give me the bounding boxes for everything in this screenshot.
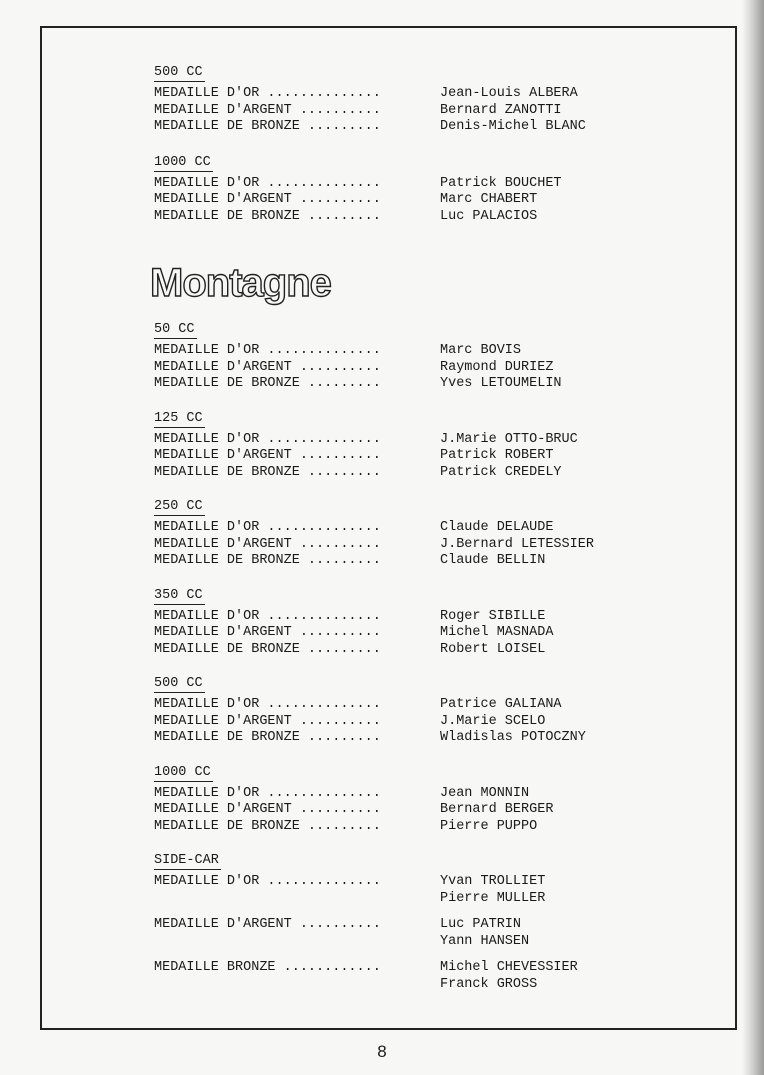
medal-label: MEDAILLE D'OR .............. <box>154 175 381 191</box>
medal-label: MEDAILLE DE BRONZE ......... <box>154 730 381 745</box>
category-heading: 350 CC <box>154 587 203 603</box>
winner-name: Luc PALACIOS <box>440 208 538 224</box>
winner-name: Roger SIBILLE <box>440 608 546 624</box>
medal-row <box>154 714 654 731</box>
winner-names <box>440 376 562 393</box>
winner-name: Marc CHABERT <box>440 192 538 207</box>
medal-label: MEDAILLE DE BRONZE ......... <box>154 208 381 224</box>
winner-name: Patrice GALIANA <box>440 697 562 712</box>
category-section <box>154 152 654 226</box>
winner-name: Robert LOISEL <box>440 641 546 657</box>
winner-name: Patrick BOUCHET <box>440 175 562 191</box>
medal-row <box>154 537 654 554</box>
winner-name: J.Marie SCELO <box>440 713 546 729</box>
medal-row <box>154 697 654 714</box>
page-frame <box>40 26 737 1030</box>
winner-names <box>440 697 562 714</box>
winner-name: Marc BOVIS <box>440 343 522 358</box>
winner-names <box>440 209 537 226</box>
category-heading: SIDE-CAR <box>154 853 219 868</box>
winner-names <box>440 465 562 482</box>
category-heading: 500 CC <box>154 676 203 691</box>
medal-row <box>154 819 654 836</box>
medal-row <box>154 343 654 360</box>
winner-names <box>440 625 553 642</box>
medal-row <box>154 802 654 819</box>
medal-row <box>154 119 654 136</box>
category-section <box>154 762 654 836</box>
category-section <box>154 496 654 570</box>
winner-name: Claude BELLIN <box>440 553 546 568</box>
winner-names <box>440 176 562 193</box>
top-sections <box>154 62 654 225</box>
winner-names <box>440 917 529 950</box>
medal-label: MEDAILLE D'OR .............. <box>154 431 381 447</box>
winner-names <box>440 432 578 449</box>
category-section <box>154 673 654 747</box>
winner-name: Yann HANSEN <box>440 933 530 949</box>
winner-names <box>440 714 545 731</box>
medal-row <box>154 103 654 120</box>
medal-row <box>154 432 654 449</box>
winner-names <box>440 192 537 209</box>
medal-row <box>154 609 654 626</box>
medal-row <box>154 786 654 803</box>
medal-row <box>154 625 654 642</box>
medal-label: MEDAILLE D'OR .............. <box>154 86 381 101</box>
medal-label: MEDAILLE D'OR .............. <box>154 697 381 712</box>
winner-name: Bernard BERGER <box>440 802 554 817</box>
medal-label: MEDAILLE D'ARGENT .......... <box>154 625 381 640</box>
medal-row <box>154 553 654 570</box>
winner-name: Patrick ROBERT <box>440 448 554 463</box>
medal-row <box>154 520 654 537</box>
medal-row <box>154 209 654 226</box>
medal-label: MEDAILLE BRONZE ............ <box>154 960 381 975</box>
medal-label: MEDAILLE D'ARGENT .......... <box>154 917 381 932</box>
medal-row <box>154 192 654 209</box>
medal-label: MEDAILLE D'ARGENT .......... <box>154 713 381 729</box>
winner-names <box>440 960 578 993</box>
winner-names <box>440 86 578 103</box>
category-section <box>154 585 654 659</box>
section-title-montagne: Montagne <box>150 261 331 305</box>
winner-name: Michel MASNADA <box>440 625 554 640</box>
category-heading: 500 CC <box>154 65 203 80</box>
category-heading: 250 CC <box>154 499 203 514</box>
medal-label: MEDAILLE DE BRONZE ......... <box>154 376 381 391</box>
winner-names <box>440 537 594 554</box>
page-edge-shadow <box>742 0 764 1075</box>
medal-label: MEDAILLE D'OR .............. <box>154 874 381 889</box>
category-heading: 125 CC <box>154 410 203 426</box>
winner-names <box>440 343 521 360</box>
medal-row <box>154 642 654 659</box>
medal-row <box>154 376 654 393</box>
winner-names <box>440 448 553 465</box>
medal-row <box>154 360 654 377</box>
winner-names <box>440 642 545 659</box>
page-number: 8 <box>377 1042 387 1061</box>
medal-label: MEDAILLE D'OR .............. <box>154 608 381 624</box>
medal-label: MEDAILLE D'ARGENT .......... <box>154 802 381 817</box>
montagne-sections <box>154 319 654 993</box>
medal-label: MEDAILLE D'ARGENT .......... <box>154 448 381 463</box>
winner-name: Bernard ZANOTTI <box>440 102 562 118</box>
winner-name: Pierre PUPPO <box>440 818 538 834</box>
medal-row <box>154 917 654 950</box>
category-section <box>154 408 654 482</box>
medal-label: MEDAILLE DE BRONZE ......... <box>154 119 381 134</box>
category-heading: 1000 CC <box>154 764 211 780</box>
medal-label: MEDAILLE D'ARGENT .......... <box>154 192 381 207</box>
winner-name: J.Bernard LETESSIER <box>440 536 594 552</box>
winner-name: Pierre MULLER <box>440 890 546 906</box>
medal-label: MEDAILLE DE BRONZE ......... <box>154 553 381 568</box>
medal-label: MEDAILLE DE BRONZE ......... <box>154 464 381 480</box>
category-heading: 50 CC <box>154 322 195 337</box>
medal-row <box>154 448 654 465</box>
winner-names <box>440 360 553 377</box>
winner-name: Jean MONNIN <box>440 785 530 801</box>
medal-label: MEDAILLE D'ARGENT .......... <box>154 359 381 375</box>
category-section <box>154 62 654 136</box>
category-section <box>154 319 654 393</box>
winner-names <box>440 103 562 120</box>
medal-label: MEDAILLE D'OR .............. <box>154 520 381 535</box>
winner-names <box>440 802 553 819</box>
winner-name: Yvan TROLLIET <box>440 874 546 889</box>
winner-name: J.Marie OTTO-BRUC <box>440 431 578 447</box>
winner-names <box>440 553 545 570</box>
winner-name: Franck GROSS <box>440 976 538 992</box>
winner-names <box>440 730 586 747</box>
medal-label: MEDAILLE D'ARGENT .......... <box>154 536 381 552</box>
medal-label: MEDAILLE D'ARGENT .......... <box>154 102 381 118</box>
category-section <box>154 850 654 993</box>
results-content <box>150 62 654 1008</box>
winner-name: Claude DELAUDE <box>440 520 554 535</box>
medal-label: MEDAILLE D'OR .............. <box>154 343 381 358</box>
winner-name: Wladislas POTOCZNY <box>440 730 586 745</box>
winner-name: Denis-Michel BLANC <box>440 119 586 134</box>
medal-row <box>154 176 654 193</box>
winner-names <box>440 874 545 907</box>
winner-names <box>440 520 553 537</box>
medal-row <box>154 960 654 993</box>
winner-names <box>440 786 529 803</box>
medal-row <box>154 465 654 482</box>
winner-name: Jean-Louis ALBERA <box>440 86 578 101</box>
medal-row <box>154 86 654 103</box>
winner-name: Patrick CREDELY <box>440 464 562 480</box>
medal-row <box>154 730 654 747</box>
winner-name: Luc PATRIN <box>440 917 522 932</box>
winner-names <box>440 609 545 626</box>
medal-label: MEDAILLE DE BRONZE ......... <box>154 641 381 657</box>
winner-names <box>440 819 537 836</box>
winner-name: Raymond DURIEZ <box>440 359 554 375</box>
winner-name: Yves LETOUMELIN <box>440 376 562 391</box>
winner-names <box>440 119 586 136</box>
winner-name: Michel CHEVESSIER <box>440 960 578 975</box>
medal-label: MEDAILLE DE BRONZE ......... <box>154 818 381 834</box>
category-heading: 1000 CC <box>154 154 211 170</box>
medal-label: MEDAILLE D'OR .............. <box>154 785 381 801</box>
medal-row <box>154 874 654 907</box>
